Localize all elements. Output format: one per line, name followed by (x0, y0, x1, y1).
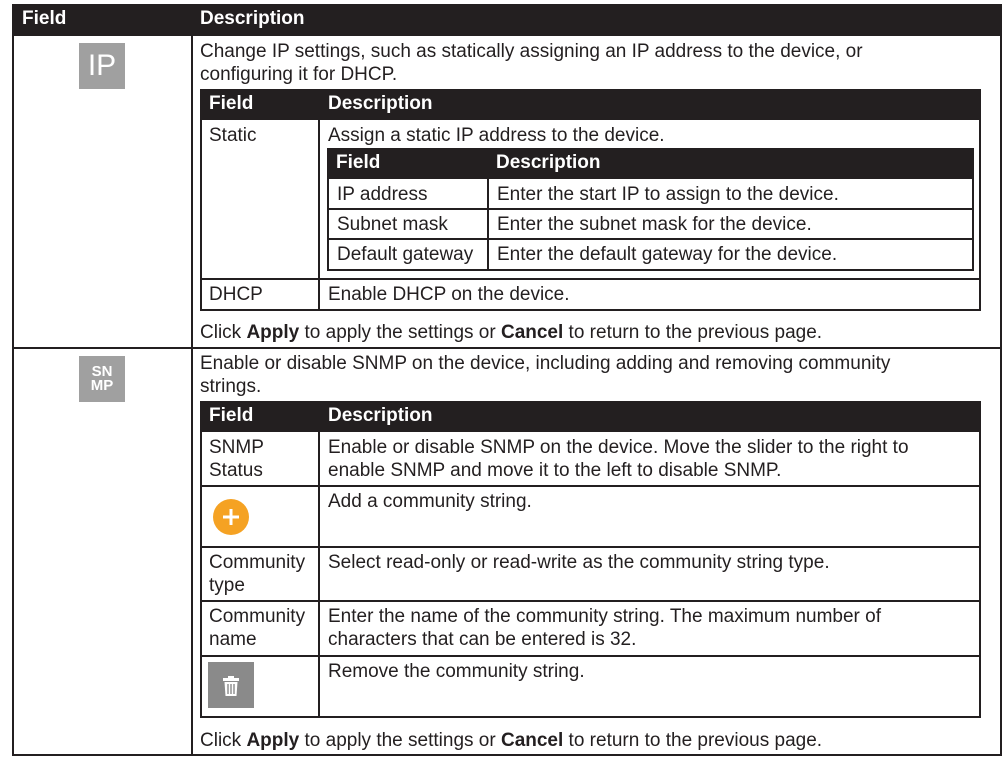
cancel-label: Cancel (500, 730, 564, 751)
nested-divider (487, 179, 489, 271)
trash-icon (208, 662, 254, 708)
community-name-field-line2: name (209, 629, 257, 650)
add-icon (213, 499, 249, 535)
dhcp-field: DHCP (209, 284, 263, 305)
nested-row-divider (327, 238, 974, 240)
apply-label: Apply (246, 730, 300, 751)
nested-field-default-gateway: Default gateway (337, 244, 474, 265)
snmp-description-line1: Enable or disable SNMP on the device, including adding and removing community (200, 353, 891, 374)
ip-icon: IP (79, 43, 125, 89)
snmp-row-divider (200, 546, 981, 548)
ip-inner-header: Field Description (200, 89, 981, 120)
static-description: Assign a static IP address to the device. (328, 125, 665, 146)
column-divider (191, 4, 193, 756)
nested-field-subnet-mask: Subnet mask (337, 214, 448, 235)
snmp-row-divider (200, 600, 981, 602)
snmp-inner-divider (318, 432, 320, 717)
ip-footer-note: Click Apply to apply the settings or Cancel to return to the previous page. (200, 322, 823, 343)
header-field: Field (22, 8, 67, 29)
nested-desc-subnet-mask: Enter the subnet mask for the device. (497, 214, 812, 235)
snmp-status-field-line1: SNMP (209, 437, 264, 458)
nested-field-ip-address: IP address (337, 184, 428, 205)
row-divider (12, 347, 1002, 349)
ip-description-line2: configuring it for DHCP. (200, 64, 398, 85)
snmp-status-field-line2: Status (209, 460, 263, 481)
snmp-row-divider (200, 655, 981, 657)
community-name-field-line1: Community (209, 606, 306, 627)
snmp-inner-header: Field Description (200, 401, 981, 432)
nested-desc-ip-address: Enter the start IP to assign to the device. (497, 184, 839, 205)
table-header (12, 4, 1002, 36)
static-field: Static (209, 125, 257, 146)
community-type-desc: Select read-only or read-write as the community string type. (328, 552, 830, 573)
community-name-desc-line1: Enter the name of the community string. The maximum number of (328, 606, 881, 627)
snmp-status-desc-line2: enable SNMP and move it to the left to disable SNMP. (328, 460, 782, 481)
snmp-description-line2: strings. (200, 376, 262, 397)
ip-inner-divider (318, 120, 320, 310)
community-type-field-line2: type (209, 575, 245, 596)
community-type-field-line1: Community (209, 552, 306, 573)
remove-community-desc: Remove the community string. (328, 661, 585, 682)
header-description: Description (200, 8, 305, 29)
apply-label: Apply (246, 322, 300, 343)
community-name-desc-line2: characters that can be entered is 32. (328, 629, 637, 650)
nested-desc-default-gateway: Enter the default gateway for the device. (497, 244, 838, 265)
snmp-status-desc-line1: Enable or disable SNMP on the device. Move the slider to the right to (328, 437, 909, 458)
snmp-footer-note: Click Apply to apply the settings or Cancel to return to the previous page. (200, 730, 823, 751)
cancel-label: Cancel (500, 322, 564, 343)
nested-row-divider (327, 208, 974, 210)
ip-inner-row-divider (200, 278, 981, 280)
snmp-row-divider (200, 485, 981, 487)
add-community-desc: Add a community string. (328, 491, 532, 512)
dhcp-description: Enable DHCP on the device. (328, 284, 570, 305)
static-nested-header: Field Description (327, 148, 974, 179)
snmp-icon: SN MP (79, 356, 125, 402)
ip-description-line1: Change IP settings, such as statically assigning an IP address to the device, or (200, 41, 863, 62)
